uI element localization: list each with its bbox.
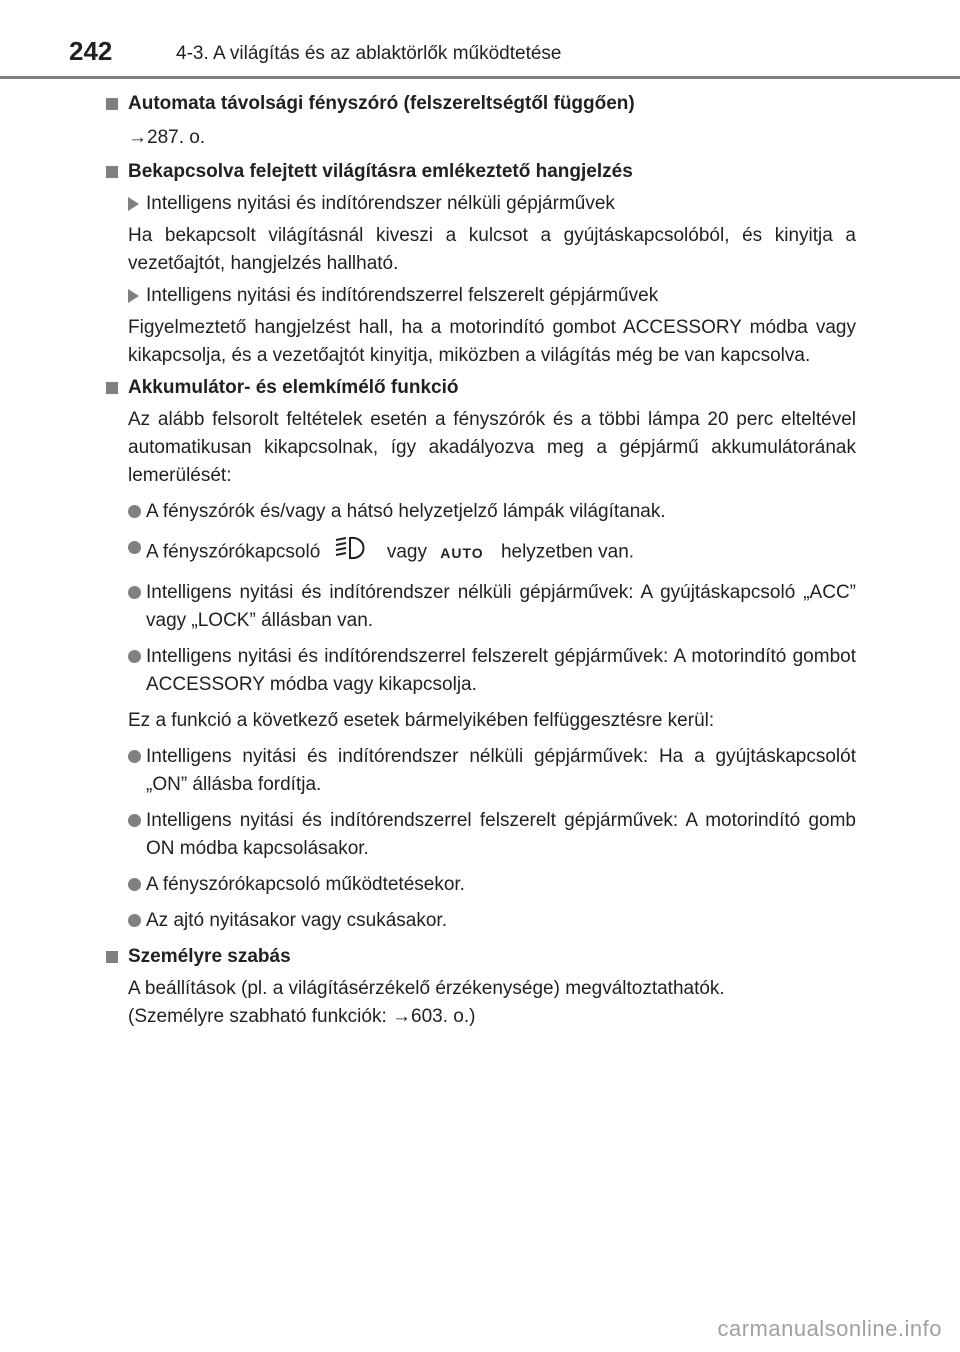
section-title-text: Személyre szabás xyxy=(128,946,291,967)
subheading-text: Intelligens nyitási és indítórendszer nélküli gépjárművek xyxy=(146,193,615,214)
page-header xyxy=(0,0,960,80)
section-title-text: Bekapcsolva felejtett világításra emlékeztető hangjelzés xyxy=(128,161,633,182)
square-bullet-icon xyxy=(106,951,118,963)
section-title-text: Akkumulátor- és elemkímélő funkció xyxy=(128,377,459,398)
round-bullet-icon xyxy=(128,914,141,927)
list-item xyxy=(104,907,856,935)
list-item xyxy=(104,579,856,635)
list-item-text: vagy xyxy=(386,541,427,563)
list-item-text: A fényszórókapcsoló xyxy=(146,541,321,563)
section-title-reminder-buzzer xyxy=(104,158,856,186)
round-bullet-icon xyxy=(128,814,141,827)
chapter-title: 4-3. A világítás és az ablaktörlők működtetése xyxy=(176,43,562,64)
list-item-text: A fényszórókapcsoló működtetésekor. xyxy=(146,874,465,895)
list-item xyxy=(104,643,856,699)
round-bullet-icon xyxy=(128,650,141,663)
page-content xyxy=(104,88,856,1035)
watermark: carmanualsonline.info xyxy=(717,1316,942,1341)
paragraph: Figyelmeztető hangjelzést hall, ha a motorindító gombot ACCESSORY módba vagy kikapcsolja, és a vezetőajtót kinyitja, miközben a világítás még be van kapcsolva. xyxy=(128,317,856,366)
list-item-text: A fényszórók és/vagy a hátsó helyzetjelző lámpák világítanak. xyxy=(146,501,666,522)
page-number: 242 xyxy=(69,36,113,66)
list-item xyxy=(104,743,856,799)
list-item-text: Intelligens nyitási és indítórendszerrel felszerelt gépjárművek: A motorindító gombot ACCESSORY módba vagy kikapcsolja. xyxy=(146,646,856,695)
auto-mode-icon: AUTO xyxy=(440,544,484,561)
paragraph: Ha bekapcsolt világításnál kiveszi a kulcsot a gyújtáskapcsolóból, és kinyitja a vezetőajtót, hangjelzés hallható. xyxy=(128,225,856,274)
triangle-bullet-icon xyxy=(128,289,139,303)
page-reference: →287. o. xyxy=(128,127,206,148)
triangle-bullet-icon xyxy=(128,197,139,211)
paragraph: A beállítások (pl. a világításérzékelő érzékenysége) megváltoztathatók. xyxy=(128,978,725,999)
round-bullet-icon xyxy=(128,750,141,763)
round-bullet-icon xyxy=(128,505,141,518)
square-bullet-icon xyxy=(106,382,118,394)
list-item-text: Intelligens nyitási és indítórendszerrel felszerelt gépjárművek: A motorindító gomb ON módba kapcsolásakor. xyxy=(146,810,856,859)
paragraph: Az alább felsorolt feltételek esetén a fényszórók és a többi lámpa 20 perc elteltével automatikusan kikapcsolnak, így akadályozva meg a gépjármű akkumulátorának lemerülését: xyxy=(128,409,856,486)
square-bullet-icon xyxy=(106,166,118,178)
list-item xyxy=(104,498,856,526)
list-item-text: Az ajtó nyitásakor vagy csukásakor. xyxy=(146,910,447,931)
section-title-battery-saver xyxy=(104,374,856,402)
list-item xyxy=(104,871,856,899)
list-item-text: Intelligens nyitási és indítórendszer nélküli gépjárművek: Ha a gyújtáskapcsolót „ON” állásba fordítja. xyxy=(146,746,856,795)
subheading-without-smart-key xyxy=(104,190,856,218)
headlight-icon xyxy=(332,534,376,571)
section-title-text: Automata távolsági fényszóró (felszereltségtől függően) xyxy=(128,93,635,114)
subheading-with-smart-key xyxy=(104,282,856,310)
round-bullet-icon xyxy=(128,541,141,554)
square-bullet-icon xyxy=(106,98,118,110)
section-title-customization xyxy=(104,943,856,971)
paragraph: (Személyre szabható funkciók: →603. o.) xyxy=(128,1006,476,1027)
round-bullet-icon xyxy=(128,586,141,599)
section-title-high-beam xyxy=(104,90,856,118)
subheading-text: Intelligens nyitási és indítórendszerrel felszerelt gépjárművek xyxy=(146,285,659,306)
paragraph: Ez a funkció a következő esetek bármelyikében felfüggesztésre kerül: xyxy=(128,710,715,731)
round-bullet-icon xyxy=(128,878,141,891)
list-item-text: Intelligens nyitási és indítórendszer nélküli gépjárművek: A gyújtáskapcsoló „ACC” vagy „LOCK” állásban van. xyxy=(146,582,856,631)
list-item xyxy=(104,807,856,863)
header-divider xyxy=(0,76,960,79)
list-item-text: helyzetben van. xyxy=(500,541,635,563)
list-item xyxy=(104,534,856,571)
